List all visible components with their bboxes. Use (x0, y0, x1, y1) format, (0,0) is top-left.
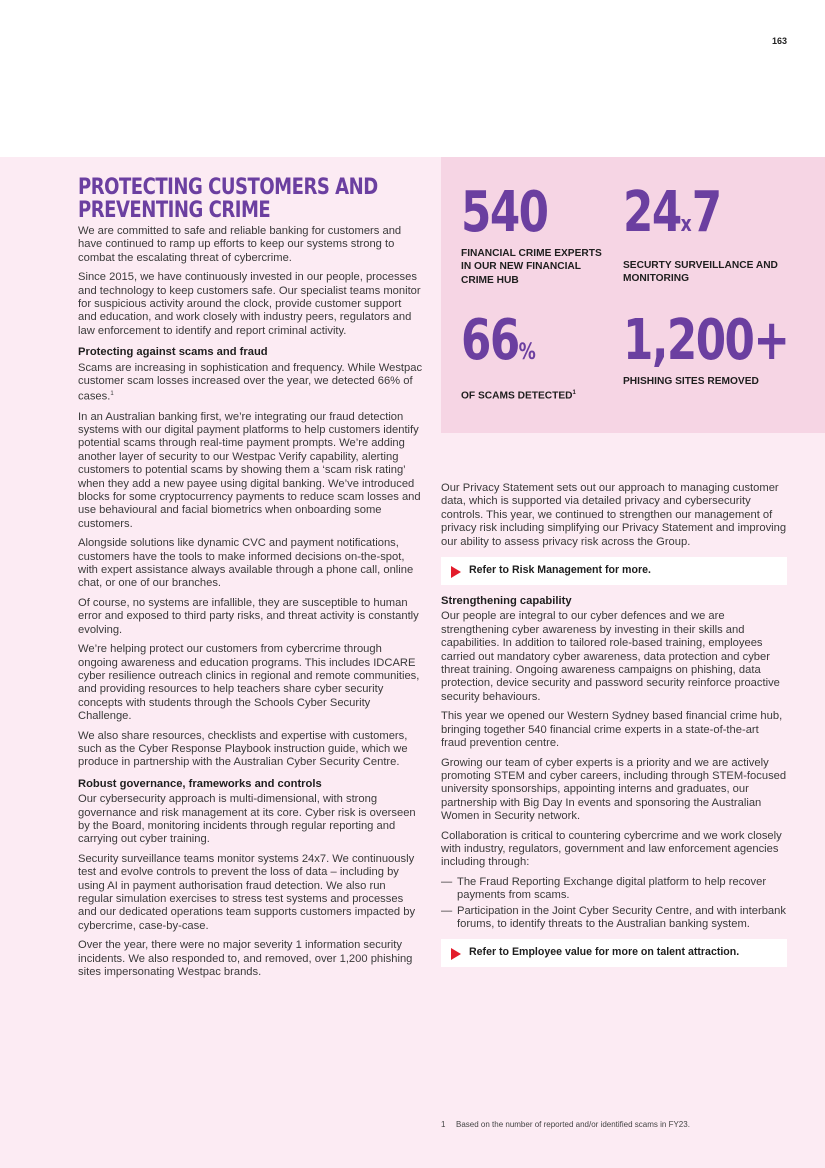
scams-paragraph: We also share resources, checklists and expertise with customers, such as the Cyber Response Playbook instruction guide, which we produce in partnership with the Australian Cyber Security Centre. (78, 729, 408, 769)
scams-heading: Protecting against scams and fraud (78, 346, 268, 359)
capability-heading: Strengthening capability (441, 595, 572, 608)
footnote-text: Based on the number of reported and/or identified scams in FY23. (456, 1120, 690, 1129)
callout-employee-value[interactable] (441, 939, 787, 967)
stats-panel (441, 157, 825, 433)
section-title: PROTECTING CUSTOMERS AND PREVENTING CRIME (78, 175, 378, 223)
scams-paragraph: We’re helping protect our customers from cybercrime through ongoing awareness and education programs. This includes IDCARE cyber resilience outreach clinics in regional and remote communities, and providing resources to help teachers share cyber security concepts with students through the Schools Cyber Security Challenge. (78, 643, 420, 723)
callout-risk-management[interactable] (441, 557, 787, 585)
arrow-right-icon (451, 566, 461, 578)
capability-paragraph: Collaboration is critical to countering cybercrime and we work closely with industry, regulators, government and law enforcement agencies including through: (441, 829, 782, 869)
footnote (441, 1120, 801, 1130)
capability-paragraph: Growing our team of cyber experts is a priority and we are actively promoting STEM and cyber careers, including through STEM-focused university sponsorships, appointing interns and graduates, our partnership with Big Day In events and sponsoring the Australian Women in Security network. (441, 756, 787, 823)
stat-number: 540 (461, 180, 548, 245)
capability-paragraph: Our people are integral to our cyber defences and we are strengthening cyber awareness by investing in their skills and capabilities. In addition to tailored role-based training, employees carried out mandatory cyber awareness, data protection and cyber threat training. Ongoing awareness campaigns on phishing, data protection, device security and password security reinforce proactive security behaviours. (441, 610, 780, 703)
scams-paragraph: Of course, no systems are infallible, they are susceptible to human error and exposed to third party risks, and threat activity is constantly evolving. (78, 596, 419, 636)
collaboration-list (441, 876, 787, 932)
stat-number: 66% (461, 308, 536, 373)
scams-paragraph: Alongside solutions like dynamic CVC and payment notifications, customers have the tools to make informed decisions on-the-spot, with expert assistance always available through a phone call, online chat, or one of our branches. (78, 537, 414, 590)
footnote-ref: 1 (572, 390, 576, 396)
governance-paragraph: Over the year, there were no major severity 1 information security incidents. We also responded to, and removed, over 1,200 phishing sites impersonating Westpac brands. (78, 939, 413, 979)
stat-number: 24x7 (623, 180, 721, 245)
footnote-number: 1 (441, 1120, 446, 1129)
stat-label: FINANCIAL CRIME EXPERTS IN OUR NEW FINANCIAL CRIME HUB (461, 248, 602, 286)
stat-label: SECURTY SURVEILLANCE AND MONITORING (623, 260, 778, 285)
footnote-ref: 1 (110, 391, 114, 398)
callout-text[interactable]: Refer to Employee value for more on talent attraction. (469, 946, 740, 959)
governance-paragraph: Security surveillance teams monitor systems 24x7. We continuously test and evolve controls to prevent the loss of data – including by using AI in payment authorisation fraud detection. We also run regular simulation exercises to stress test systems and processes and our dedicated operations team supports customers impacted by cybercrime, case-by-case. (78, 852, 416, 932)
intro-paragraph: We are committed to safe and reliable banking for customers and have continued to ramp up efforts to keep our systems strong to combat the escalating threat of cybercrime. (78, 225, 402, 264)
scams-paragraph: In an Australian banking first, we’re integrating our fraud detection systems with our digital payment platforms to help customers identify potential scams through real-time payment prompts. We’re adding another layer of security to our Westpac Verify capability, alerting customers to potential scams by showing them a ‘scam risk rating’ when they add a new payee using digital banking. We’ve introduced blocks for some cryptocurrency payments to reduce scam losses and use behavioural and facial biometrics when onboarding some customers. (78, 410, 421, 530)
governance-paragraph: Our cybersecurity approach is multi-dimensional, with strong governance and risk management at its core. Cyber risk is overseen by the Board, monitoring incidents through regular reporting and carrying out cyber training. (78, 793, 416, 846)
stat-surveillance (623, 180, 793, 286)
list-item: — Participation in the Joint Cyber Security Centre, and with interbank forums, to identify threats to the Australian banking system. (441, 905, 787, 932)
arrow-right-icon (451, 948, 461, 960)
page-number: 163 (771, 36, 787, 46)
intro-paragraph: Since 2015, we have continuously invested in our people, processes and technology to keep customers safe. Our specialist teams monitor for suspicious activity around the clock, provide customer support and education, and work closely with industry peers, regulators and law enforcement to identify and report criminal activity. (78, 271, 421, 337)
capability-paragraph: This year we opened our Western Sydney based financial crime hub, bringing together 540 financial crime experts in a state-of-the-art fraud prevention centre. (441, 710, 783, 750)
stat-financial-crime-experts (461, 180, 611, 287)
callout-text[interactable]: Refer to Risk Management for more. (469, 564, 651, 577)
stat-label: OF SCAMS DETECTED$^1$ (461, 390, 576, 402)
stat-scams-detected (461, 308, 611, 403)
privacy-paragraph: Our Privacy Statement sets out our approach to managing customer data, which is supported via detailed privacy and cybersecurity controls. This year, we continued to strengthen our management of privacy risk including simplifying our Privacy Statement and improving our ability to assess privacy risk across the Group. (441, 482, 787, 548)
governance-heading: Robust governance, frameworks and controls (78, 777, 322, 790)
left-column (78, 176, 423, 985)
list-item: — The Fraud Reporting Exchange digital platform to help recover payments from scams. (441, 876, 787, 903)
scams-paragraph: Scams are increasing in sophistication and frequency. While Westpac customer scam losses increased over the year, we detected 66% of cases.$^1$ (78, 361, 423, 404)
stat-phishing-sites (623, 308, 813, 388)
stat-label: PHISHING SITES REMOVED (623, 376, 759, 387)
right-column (441, 482, 787, 977)
stat-number: 1,200+ (623, 308, 789, 373)
